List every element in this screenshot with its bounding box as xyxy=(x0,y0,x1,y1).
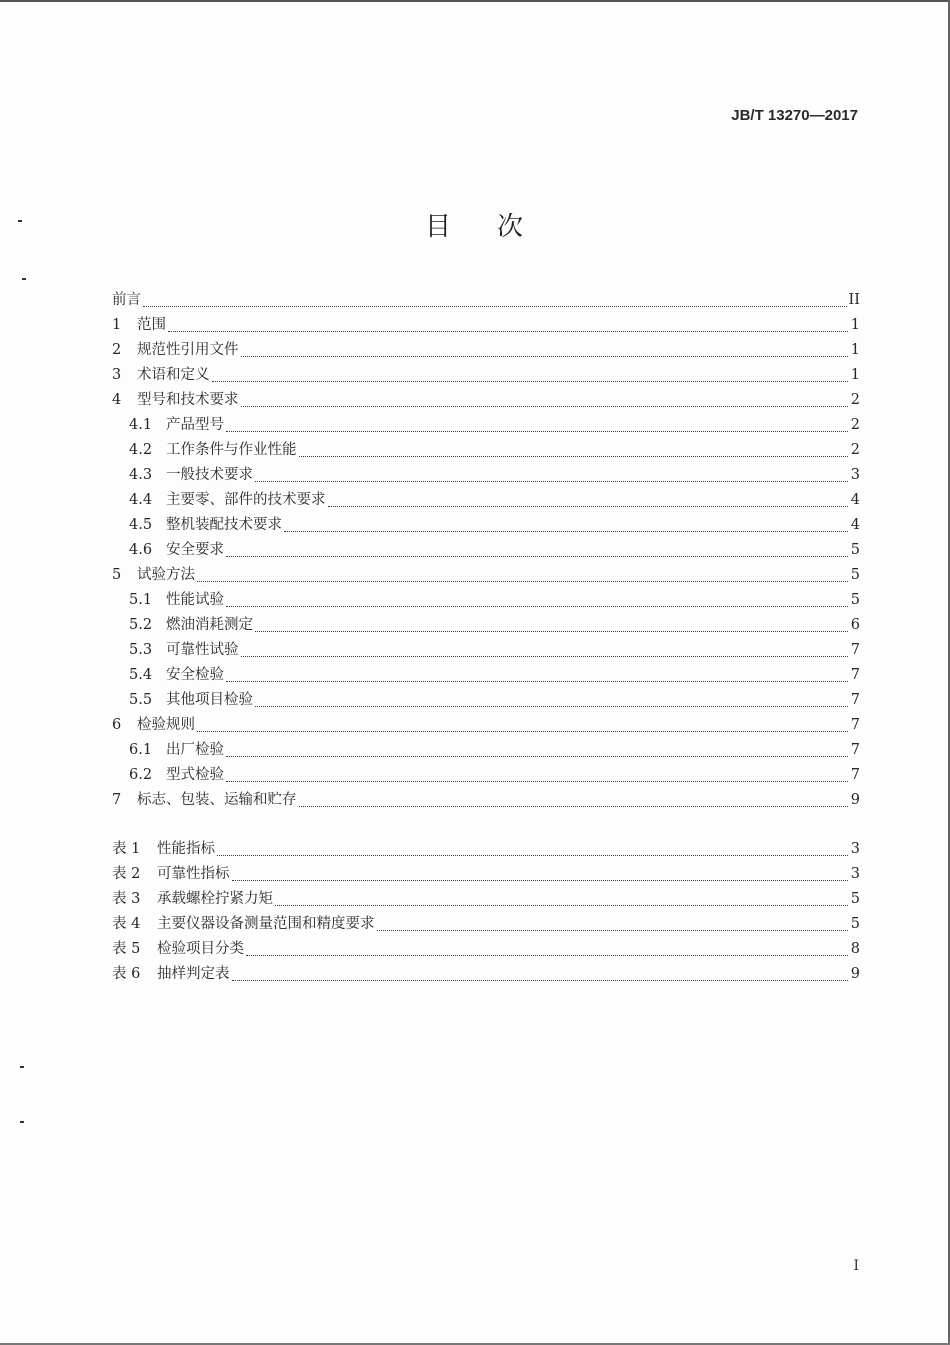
dot-leader xyxy=(255,705,848,707)
entry-label: 术语和定义 xyxy=(137,367,210,383)
toc-entry[interactable] xyxy=(112,588,860,613)
toc-entry[interactable] xyxy=(112,463,860,488)
entry-number: 2 xyxy=(112,342,122,358)
entry-label: 可靠性指标 xyxy=(157,866,230,882)
entry-page: 5 xyxy=(850,916,860,932)
entry-label: 抽样判定表 xyxy=(157,966,230,982)
entry-number: 5.2 xyxy=(129,617,153,633)
entry-page: 7 xyxy=(850,667,860,683)
entry-page: 5 xyxy=(850,891,860,907)
dot-leader xyxy=(299,805,849,807)
dot-leader xyxy=(197,580,848,582)
table-list-entry[interactable] xyxy=(112,937,860,962)
entry-label: 产品型号 xyxy=(166,417,224,433)
toc-entry[interactable] xyxy=(112,363,860,388)
dot-leader xyxy=(255,630,848,632)
entry-number: 表 4 xyxy=(112,916,141,932)
dot-leader xyxy=(226,755,848,757)
entry-number: 4.5 xyxy=(129,517,153,533)
table-of-contents xyxy=(112,288,860,987)
entry-number: 6.1 xyxy=(129,742,153,758)
standard-code: JB/T 13270—2017 xyxy=(731,107,858,124)
entry-page: 7 xyxy=(850,642,860,658)
entry-label: 可靠性试验 xyxy=(166,642,239,658)
entry-page: 2 xyxy=(850,417,860,433)
dot-leader xyxy=(241,655,849,657)
toc-list xyxy=(112,288,860,813)
toc-entry[interactable] xyxy=(112,513,860,538)
page-title xyxy=(0,206,950,243)
entry-label: 承载螺栓拧紧力矩 xyxy=(157,891,273,907)
entry-label: 型式检验 xyxy=(166,767,224,783)
table-list-entry[interactable] xyxy=(112,912,860,937)
table-list-entry[interactable] xyxy=(112,862,860,887)
toc-entry[interactable] xyxy=(112,438,860,463)
toc-entry[interactable] xyxy=(112,763,860,788)
entry-page: 5 xyxy=(850,567,860,583)
entry-label: 型号和技术要求 xyxy=(137,392,239,408)
entry-page: 7 xyxy=(850,767,860,783)
entry-label: 检验项目分类 xyxy=(157,941,244,957)
toc-entry[interactable] xyxy=(112,338,860,363)
dot-leader xyxy=(197,730,848,732)
dot-leader xyxy=(241,405,849,407)
dot-leader xyxy=(226,430,848,432)
entry-number: 6 xyxy=(112,717,122,733)
entry-page: 8 xyxy=(850,941,860,957)
entry-number: 5.4 xyxy=(129,667,153,683)
table-list-entry[interactable] xyxy=(112,887,860,912)
entry-page: 9 xyxy=(850,792,860,808)
entry-number: 4 xyxy=(112,392,122,408)
entry-page: 4 xyxy=(850,492,860,508)
entry-page: 3 xyxy=(850,467,860,483)
dot-leader xyxy=(241,355,849,357)
entry-number: 1 xyxy=(112,317,122,333)
title-char-2: 次 xyxy=(497,212,526,242)
dot-leader xyxy=(226,605,848,607)
table-list xyxy=(112,837,860,987)
entry-page: II xyxy=(848,292,860,308)
toc-entry[interactable] xyxy=(112,538,860,563)
table-list-entry[interactable] xyxy=(112,837,860,862)
entry-number: 表 5 xyxy=(112,941,141,957)
entry-number: 6.2 xyxy=(129,767,153,783)
scan-speck xyxy=(20,1066,24,1068)
entry-label: 整机装配技术要求 xyxy=(166,517,282,533)
toc-entry[interactable] xyxy=(112,638,860,663)
entry-number: 3 xyxy=(112,367,122,383)
entry-page: 3 xyxy=(850,866,860,882)
entry-page: 1 xyxy=(850,317,860,333)
dot-leader xyxy=(226,780,848,782)
entry-page: 5 xyxy=(850,542,860,558)
entry-page: 7 xyxy=(850,742,860,758)
entry-number: 4.6 xyxy=(129,542,153,558)
toc-entry[interactable] xyxy=(112,388,860,413)
entry-page: 2 xyxy=(850,442,860,458)
dot-leader xyxy=(212,380,849,382)
toc-entry[interactable] xyxy=(112,488,860,513)
entry-number: 4.3 xyxy=(129,467,153,483)
entry-number: 4.2 xyxy=(129,442,153,458)
entry-label: 性能指标 xyxy=(157,841,215,857)
entry-page: 9 xyxy=(850,966,860,982)
toc-entry[interactable] xyxy=(112,713,860,738)
dot-leader xyxy=(226,555,848,557)
entry-label: 规范性引用文件 xyxy=(137,342,239,358)
dot-leader xyxy=(232,879,849,881)
dot-leader xyxy=(226,680,848,682)
table-list-entry[interactable] xyxy=(112,962,860,987)
dot-leader xyxy=(299,455,849,457)
toc-entry[interactable] xyxy=(112,288,860,313)
entry-page: 1 xyxy=(850,367,860,383)
entry-label: 性能试验 xyxy=(166,592,224,608)
entry-page: 6 xyxy=(850,617,860,633)
title-char-1: 目 xyxy=(424,212,453,242)
entry-label: 安全要求 xyxy=(166,542,224,558)
entry-number: 5.1 xyxy=(129,592,153,608)
entry-page: 5 xyxy=(850,592,860,608)
entry-page: 4 xyxy=(850,517,860,533)
entry-label: 检验规则 xyxy=(137,717,195,733)
entry-number: 表 6 xyxy=(112,966,141,982)
entry-label: 出厂检验 xyxy=(166,742,224,758)
entry-label: 工作条件与作业性能 xyxy=(166,442,297,458)
dot-leader xyxy=(232,979,849,981)
toc-entry[interactable] xyxy=(112,313,860,338)
scan-speck xyxy=(20,1121,24,1123)
entry-label: 前言 xyxy=(112,292,141,308)
entry-page: 1 xyxy=(850,342,860,358)
entry-number: 表 1 xyxy=(112,841,141,857)
entry-number: 4.4 xyxy=(129,492,153,508)
entry-page: 7 xyxy=(850,717,860,733)
entry-number: 5.5 xyxy=(129,692,153,708)
entry-label: 燃油消耗测定 xyxy=(166,617,253,633)
entry-number: 5.3 xyxy=(129,642,153,658)
entry-page: 7 xyxy=(850,692,860,708)
entry-label: 主要零、部件的技术要求 xyxy=(166,492,326,508)
dot-leader xyxy=(246,954,848,956)
entry-number: 4.1 xyxy=(129,417,153,433)
toc-entry[interactable] xyxy=(112,613,860,638)
dot-leader xyxy=(284,530,848,532)
scan-speck xyxy=(22,278,26,280)
toc-entry[interactable] xyxy=(112,738,860,763)
dot-leader xyxy=(377,929,849,931)
entry-page: 3 xyxy=(850,841,860,857)
dot-leader xyxy=(255,480,848,482)
entry-label: 其他项目检验 xyxy=(166,692,253,708)
dot-leader xyxy=(168,330,848,332)
dot-leader xyxy=(328,505,849,507)
entry-label: 标志、包装、运输和贮存 xyxy=(137,792,297,808)
scan-edge-top xyxy=(0,0,950,2)
toc-entry[interactable] xyxy=(112,413,860,438)
entry-label: 范围 xyxy=(137,317,166,333)
dot-leader xyxy=(217,854,848,856)
entry-label: 主要仪器设备测量范围和精度要求 xyxy=(157,916,375,932)
entry-number: 7 xyxy=(112,792,122,808)
page-number: I xyxy=(853,1258,859,1274)
toc-entry[interactable] xyxy=(112,663,860,688)
entry-number: 5 xyxy=(112,567,122,583)
toc-entry[interactable] xyxy=(112,563,860,588)
toc-entry[interactable] xyxy=(112,788,860,813)
entry-label: 试验方法 xyxy=(137,567,195,583)
toc-entry[interactable] xyxy=(112,688,860,713)
dot-leader xyxy=(275,904,848,906)
entry-page: 2 xyxy=(850,392,860,408)
entry-label: 安全检验 xyxy=(166,667,224,683)
entry-number: 表 3 xyxy=(112,891,141,907)
entry-number: 表 2 xyxy=(112,866,141,882)
entry-label: 一般技术要求 xyxy=(166,467,253,483)
dot-leader xyxy=(143,305,847,307)
